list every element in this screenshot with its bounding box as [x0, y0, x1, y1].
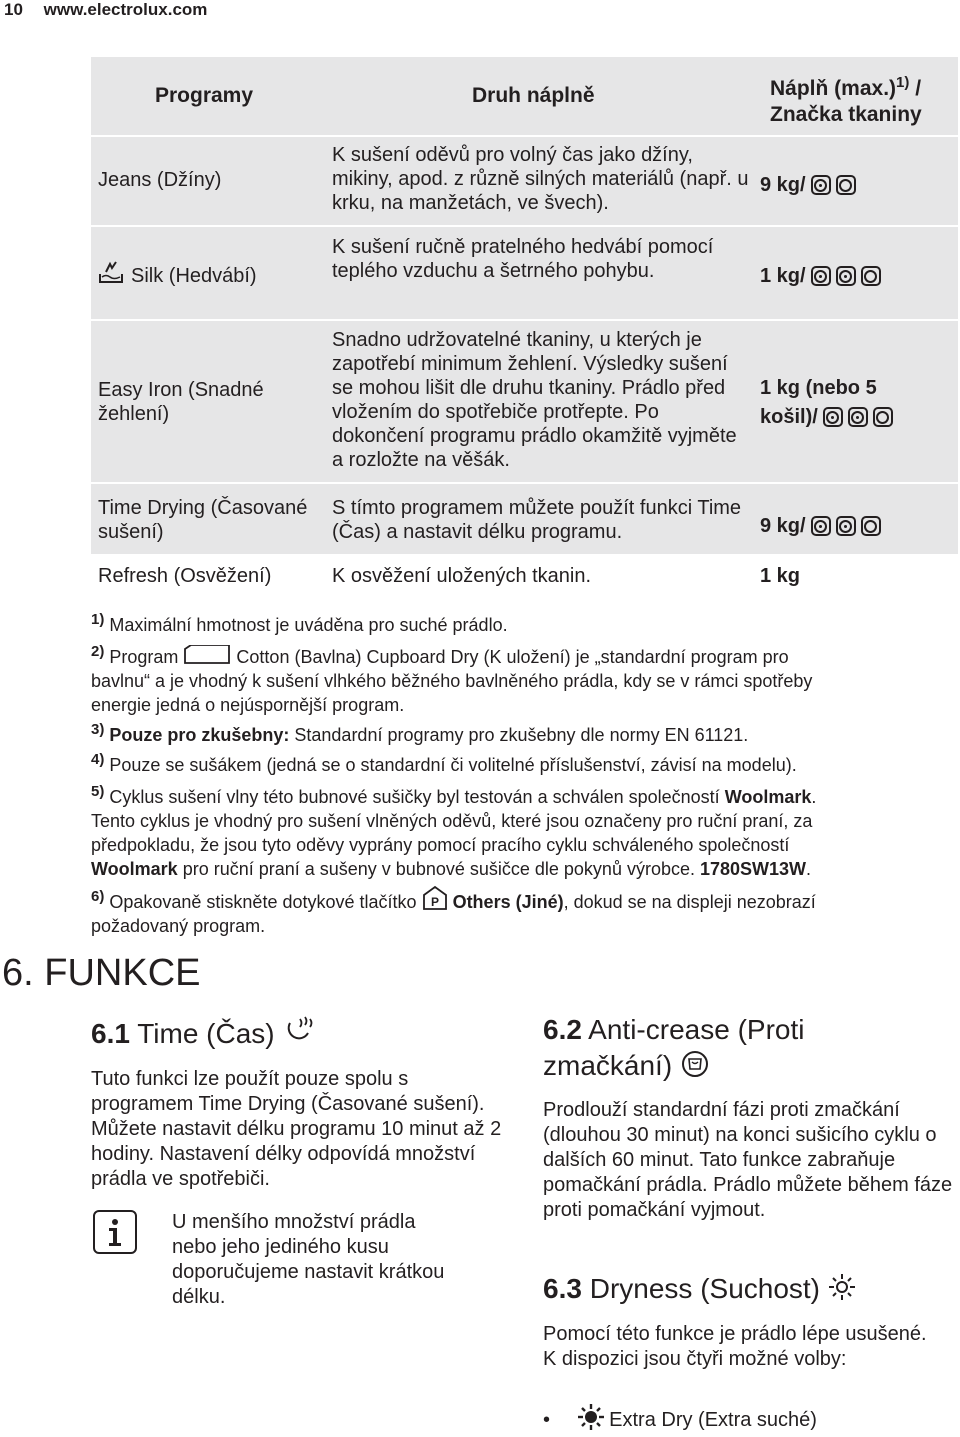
footnote-5: $^{5)}$ Cyklus sušení vlny této bubnové sušičky byl testován a schválen společností Woolmark. Tento cyklus je vhodný pro sušení vlněných oděvů, které jsou označeny pro ruční praní, za předpokladu, že jsou tyto oděvy vyprány pomocí pracího cyklu schváleného společností Woolmark pro ruční praní a sušeny v bubnové sušičce dle pokynů výrobce. 1780SW13W. — [91, 783, 817, 879]
dry-no-heat-icon — [861, 516, 881, 536]
col-load-type: Druh náplně — [472, 84, 595, 107]
dry-one-dot-icon — [811, 266, 831, 286]
dry-no-heat-icon — [836, 175, 856, 195]
desc-refresh: K osvěžení uložených tkanin. — [332, 565, 592, 587]
time-icon — [282, 1015, 316, 1047]
dry-one-dot-icon — [836, 266, 856, 286]
silk-icon — [98, 260, 124, 284]
program-time-drying: Time Drying (Časované sušení) — [98, 497, 308, 543]
program-easy-iron: Easy Iron (Snadné žehlení) — [98, 379, 264, 425]
anti-crease-icon — [680, 1049, 710, 1079]
footnote-3: $^{3)}$ Pouze pro zkušebny: Standardní programy pro zkušebny dle normy EN 61121. — [91, 721, 749, 745]
section-title: 6. FUNKCE — [2, 952, 201, 994]
desc-jeans: K sušení oděvů pro volný čas jako džíny, mikiny, apod. z různě silných materiálů (např. u krku, na manžetách, ve švech). — [332, 144, 749, 214]
load-jeans: 9 kg/ — [760, 173, 856, 197]
load-easy-iron: 1 kg (nebo 5 košil)/ — [760, 374, 920, 432]
heading-6-1: 6.1 Time (Čas) — [91, 1015, 316, 1052]
others-button-icon — [422, 885, 448, 909]
desc-silk: K sušení ručně pratelného hedvábí pomocí teplého vzduchu a šetrného pohybu. — [332, 236, 714, 282]
s63-body: Pomocí této funkce je prádlo lépe usušené. K dispozici jsou čtyři možné volby: — [543, 1323, 927, 1370]
load-refresh: 1 kg — [760, 565, 801, 587]
s61-body: Tuto funkci lze použít pouze spolu s programem Time Drying (Časované sušení). Můžete nastavit délku programu 10 minut až 2 hodiny. Nastavení délky odpovídá množství prádla ve spotřebiči. — [91, 1068, 502, 1190]
program-jeans: Jeans (Džíny) — [98, 169, 222, 191]
desc-time-drying: S tímto programem můžete použít funkci Time (Čas) a nastavit délku programu. — [332, 497, 742, 543]
s62-body: Prodlouží standardní fázi proti zmačkání (dlouhou 30 minut) na konci sušicího cyklu o dalších 60 minut. Tato funkce zabraňuje pomačkání prádla. Prádlo můžete během fáze proti pomačkání vyjmout. — [543, 1099, 953, 1221]
dry-one-dot-icon — [823, 407, 843, 427]
dry-one-dot-icon — [836, 516, 856, 536]
program-refresh: Refresh (Osvěžení) — [98, 565, 272, 587]
col-programs: Programy — [155, 84, 254, 107]
load-silk: 1 kg/ — [760, 264, 881, 288]
dry-no-heat-icon — [861, 266, 881, 286]
heading-6-3: 6.3 Dryness (Suchost) — [543, 1271, 856, 1307]
heading-6-2: 6.2 Anti-crease (Proti zmačkání) — [543, 1014, 805, 1081]
s63-bullet-1: • Extra Dry (Extra suché) — [543, 1404, 817, 1433]
footnote-4: $^{4)}$ Pouze se sušákem (jedná se o standardní či volitelné příslušenství, závisí na modelu). — [91, 751, 797, 775]
info-icon — [93, 1210, 137, 1254]
website-url: www.electrolux.com — [43, 0, 208, 19]
dry-no-heat-icon — [873, 407, 893, 427]
page-header — [4, 0, 207, 20]
dry-one-dot-icon — [811, 516, 831, 536]
page-number: 10 — [4, 0, 23, 19]
footnote-6: $^{6)}$ Opakovaně stiskněte dotykové tlačítko P Others (Jiné), dokud se na displeji nezobrazí požadovaný program. — [91, 885, 956, 938]
load-time-drying: 9 kg/ — [760, 514, 881, 538]
dryness-sun-icon — [828, 1273, 856, 1301]
footnote-1: $^{1)}$ Maximální hmotnost je uváděna pro suché prádlo. — [91, 611, 508, 635]
s61-info-note: U menšího množství prádla nebo jeho jediného kusu doporučujeme nastavit krátkou délku. — [172, 1211, 445, 1308]
col-max-load: Náplň $(\max.)^{1)}$ / Značka tkaniny — [770, 74, 922, 126]
dry-one-dot-icon — [848, 407, 868, 427]
cupboard-icon — [183, 645, 231, 663]
svg-text:P: P — [430, 895, 439, 909]
footnote-2: $^{2)}$ Program Cotton (Bavlna) Cupboard Dry (K uložení) je „standardní program pro bavlnu“ a je vhodný k sušení vlhkého běžného bavlněného prádla, kdy se v rámci spotřeby energie jedná o nejúspornější program. — [91, 643, 813, 715]
extra-dry-sun-icon — [578, 1404, 604, 1430]
desc-easy-iron: Snadno udržovatelné tkaniny, u kterých je zapotřebí minimum žehlení. Výsledky sušení se mohou lišit dle druhu tkaniny. Prádlo před vložením do spotřebiče protřepte. Po dokončení programu prádlo okamžitě vyjměte a rozložte na věšák. — [332, 329, 737, 471]
program-silk: Silk (Hedvábí) — [131, 265, 257, 287]
dry-one-dot-icon — [811, 175, 831, 195]
